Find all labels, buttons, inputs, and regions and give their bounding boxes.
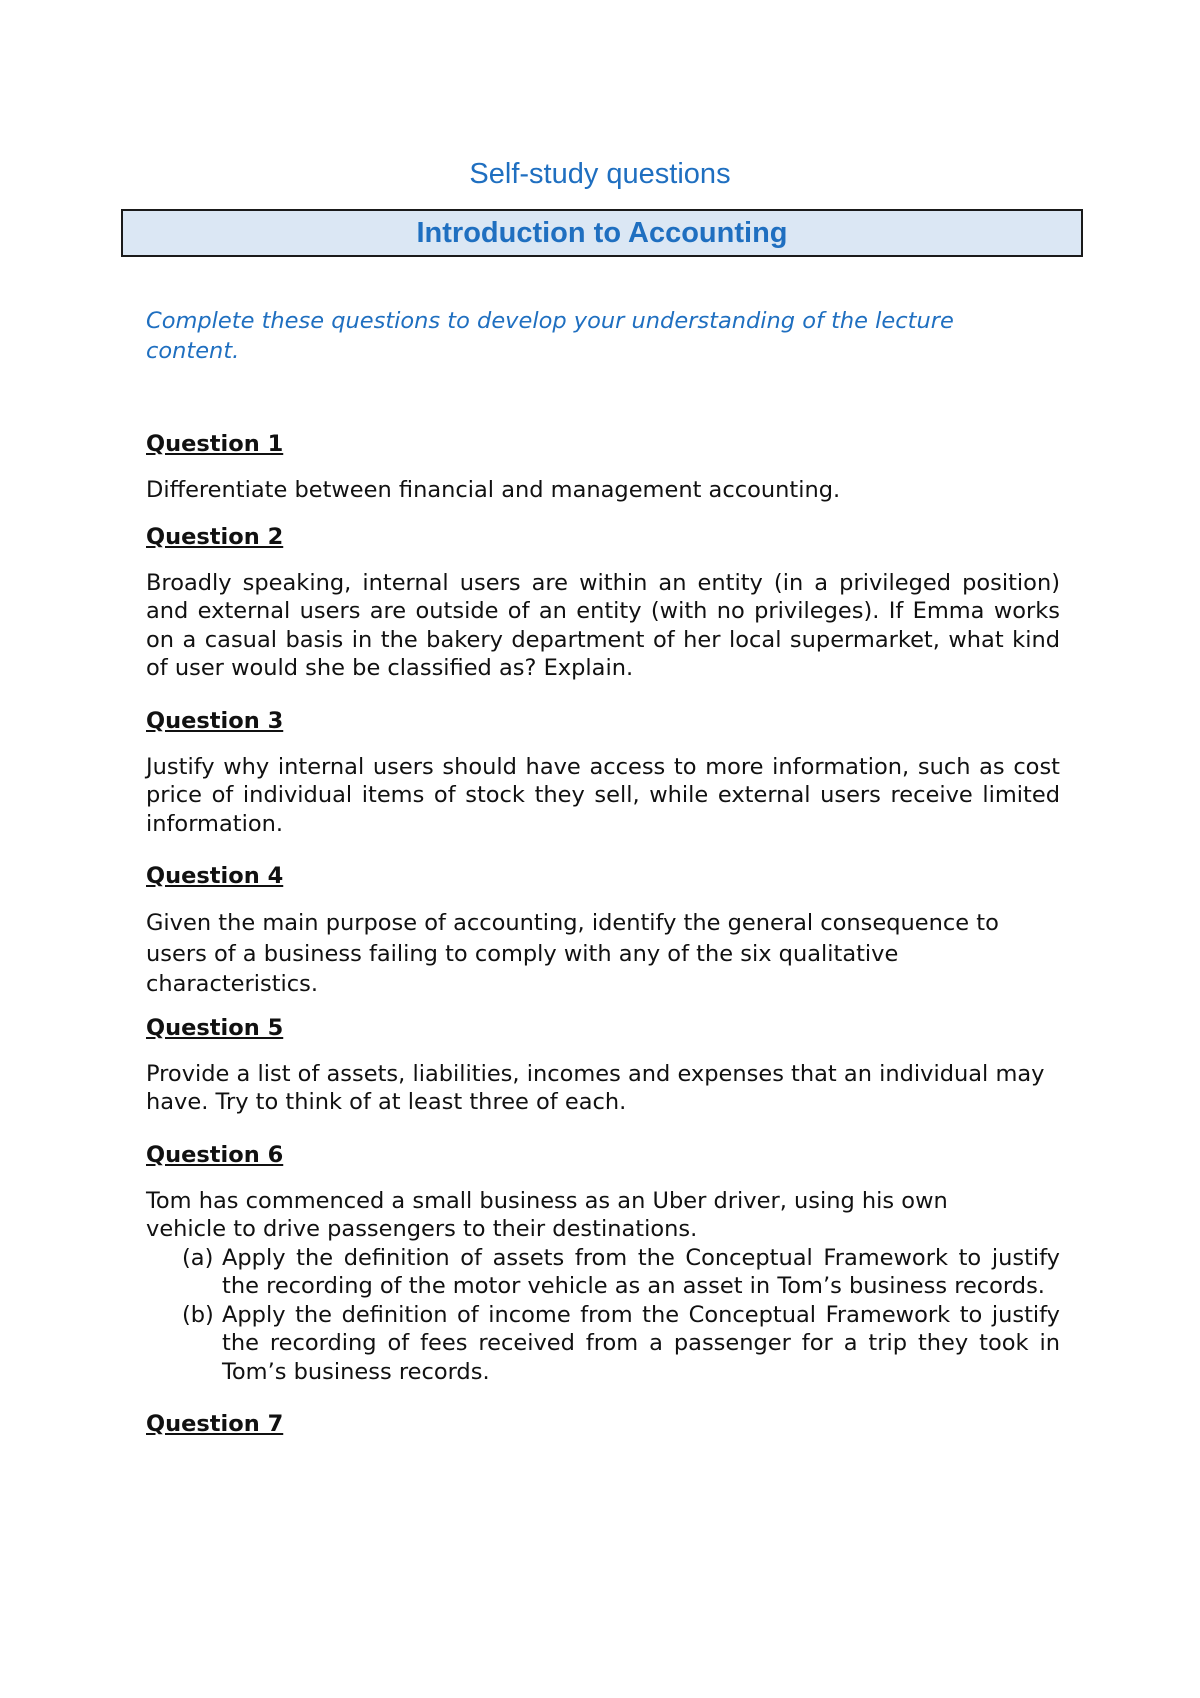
question-2-text: Broadly speaking, internal users are within an entity (in a privileged position) and external users are outside of an entity (with no privileges). If Emma works on a casual basis in the bakery department of her local supermarket, what kind of user would she be classified as? Explain.: [146, 569, 1060, 681]
question-2: [146, 523, 1060, 683]
question-6: [146, 1141, 1060, 1387]
part-a-text: Apply the definition of assets from the Conceptual Framework to justify the recording of the motor vehicle as an asset in Tom’s business records.: [222, 1244, 1060, 1299]
part-b-marker: (b): [182, 1301, 214, 1328]
question-3-label: Question 3: [146, 707, 284, 734]
question-2-label: Question 2: [146, 523, 284, 550]
page-title: Self-study questions: [469, 158, 731, 190]
heading-box: [121, 209, 1083, 257]
intro-instructions: Complete these questions to develop your understanding of the lecture content.: [146, 308, 954, 364]
question-6-label: Question 6: [146, 1141, 284, 1168]
question-3: [146, 707, 1060, 839]
question-6-text: Tom has commenced a small business as an Uber driver, using his own vehicle to drive passengers to their destinations.: [146, 1187, 948, 1242]
question-7-label: Question 7: [146, 1411, 284, 1437]
question-1: [146, 430, 1060, 505]
question-6-part-b: [146, 1301, 1060, 1387]
question-5-text: Provide a list of assets, liabilities, incomes and expenses that an individual may have. Try to think of at least three of each.: [146, 1060, 1045, 1115]
heading-title: Introduction to Accounting: [416, 216, 788, 249]
question-5-label: Question 5: [146, 1014, 284, 1041]
question-4-text: Given the main purpose of accounting, identify the general consequence to users of a business failing to comply with any of the six qualitative characteristics.: [146, 910, 999, 997]
question-4-label: Question 4: [146, 863, 284, 889]
question-6-parts: [146, 1244, 1060, 1387]
question-1-label: Question 1: [146, 431, 284, 457]
question-7: [146, 1410, 1060, 1438]
question-3-text: Justify why internal users should have access to more information, such as cost price of individual items of stock they sell, while external users receive limited information.: [146, 753, 1060, 837]
part-b-text: Apply the definition of income from the Conceptual Framework to justify the recording of fees received from a passenger for a trip they took in Tom’s business records.: [222, 1301, 1060, 1385]
questions-list: [146, 430, 1060, 1438]
question-5: [146, 1014, 1060, 1117]
question-1-text: Differentiate between financial and management accounting.: [146, 477, 841, 503]
part-a-marker: (a): [182, 1244, 214, 1271]
question-6-part-a: [146, 1244, 1060, 1301]
question-4: [146, 862, 1060, 1000]
